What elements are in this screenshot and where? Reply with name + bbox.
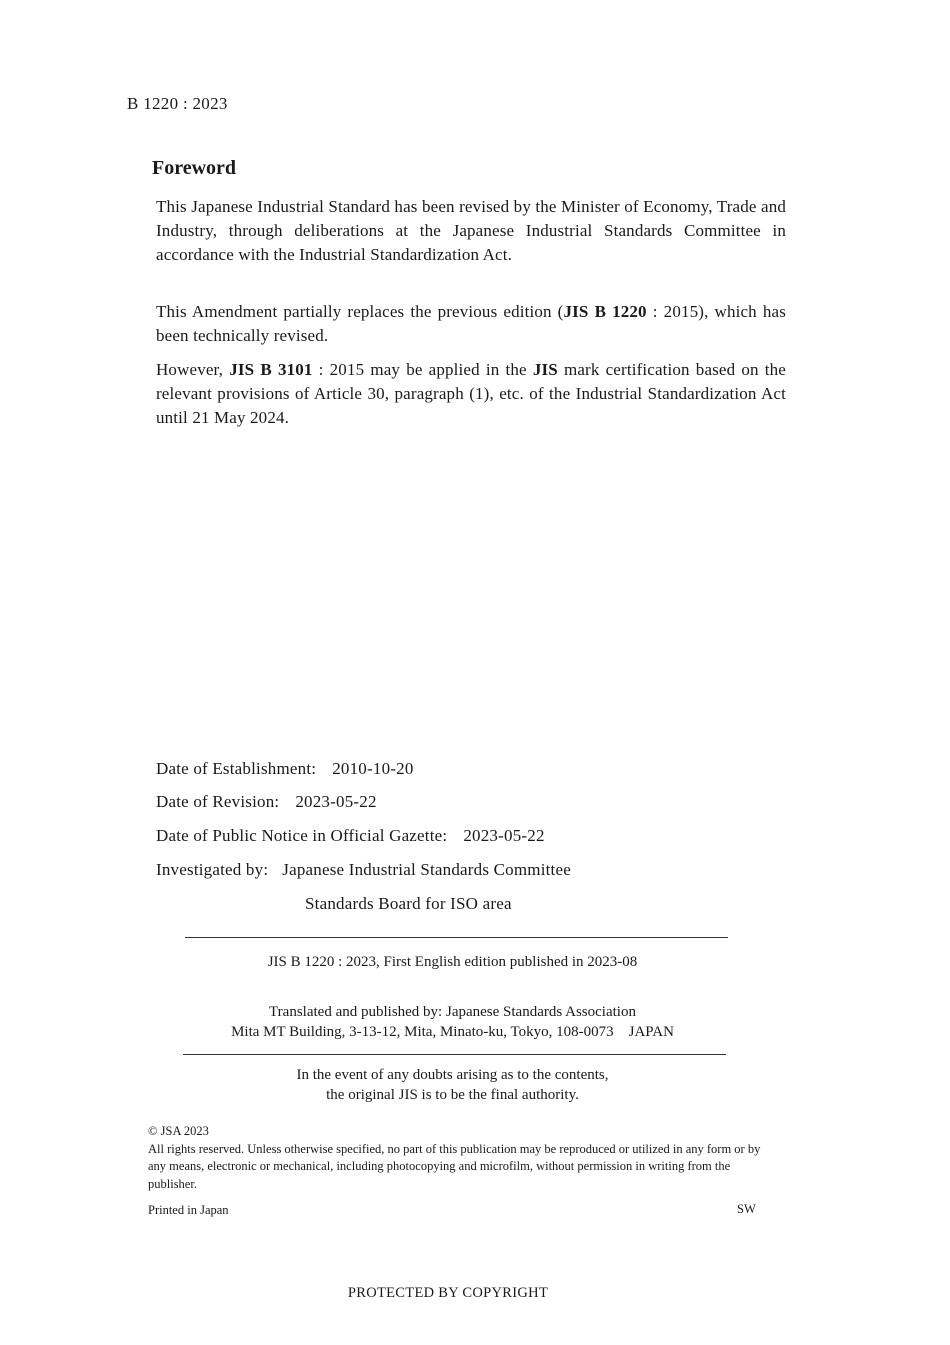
investigated-by-board: Standards Board for ISO area [305,894,512,913]
foreword-title: Foreword [152,157,237,179]
page-header: B 1220 : 2023 [127,94,228,113]
date-of-establishment: Date of Establishment: 2010-10-20 [156,759,414,778]
printed-in: Printed in Japan [148,1203,229,1217]
jis-mark: JIS [532,360,558,379]
date-of-public-notice: Date of Public Notice in Official Gazette: 2023-05-22 [156,826,545,845]
edition-info: JIS B 1220 : 2023, First English edition published in 2023-08 [267,954,638,970]
divider [185,937,728,938]
copyright-notice: © JSA 2023 All rights reserved. Unless otherwise specified, no part of this publication may be reproduced or utilized in any form or by any means, electronic or mechanical, including photocopying and microfilm, without permission in writing from the publisher. [148,1124,761,1191]
investigated-by: Investigated by: Japanese Industrial Standards Committee [156,860,571,879]
foreword-paragraph-2: This Amendment partially replaces the previous edition (JIS B 1220 : 2015), which has been technically revised. [156,302,786,345]
publisher-info: Translated and published by: Japanese Standards Association Mita MT Building, 3-13-12, Mita, Minato-ku, Tokyo, 108-0073 JAPAN [231,1004,674,1040]
authority-note: In the event of any doubts arising as to the contents, the original JIS is to be the final authority. [296,1067,609,1103]
foreword-paragraph-1: This Japanese Industrial Standard has been revised by the Minister of Economy, Trade and Industry, through deliberations at the Japanese Industrial Standards Committee in accordance with the Industrial Standardization Act. [156,197,786,264]
divider [183,1054,726,1055]
date-of-revision: Date of Revision: 2023-05-22 [156,792,377,811]
standard-ref: JIS B 3101 [229,360,313,379]
copyright-footer: PROTECTED BY COPYRIGHT [347,1285,549,1301]
standard-ref: JIS B 1220 [563,302,647,321]
print-code: SW [737,1202,756,1216]
foreword-paragraph-3: However, JIS B 3101 : 2015 may be applied in the JIS mark certification based on the relevant provisions of Article 30, paragraph (1), etc. of the Industrial Standardization Act until 21 May 2024. [156,360,786,427]
